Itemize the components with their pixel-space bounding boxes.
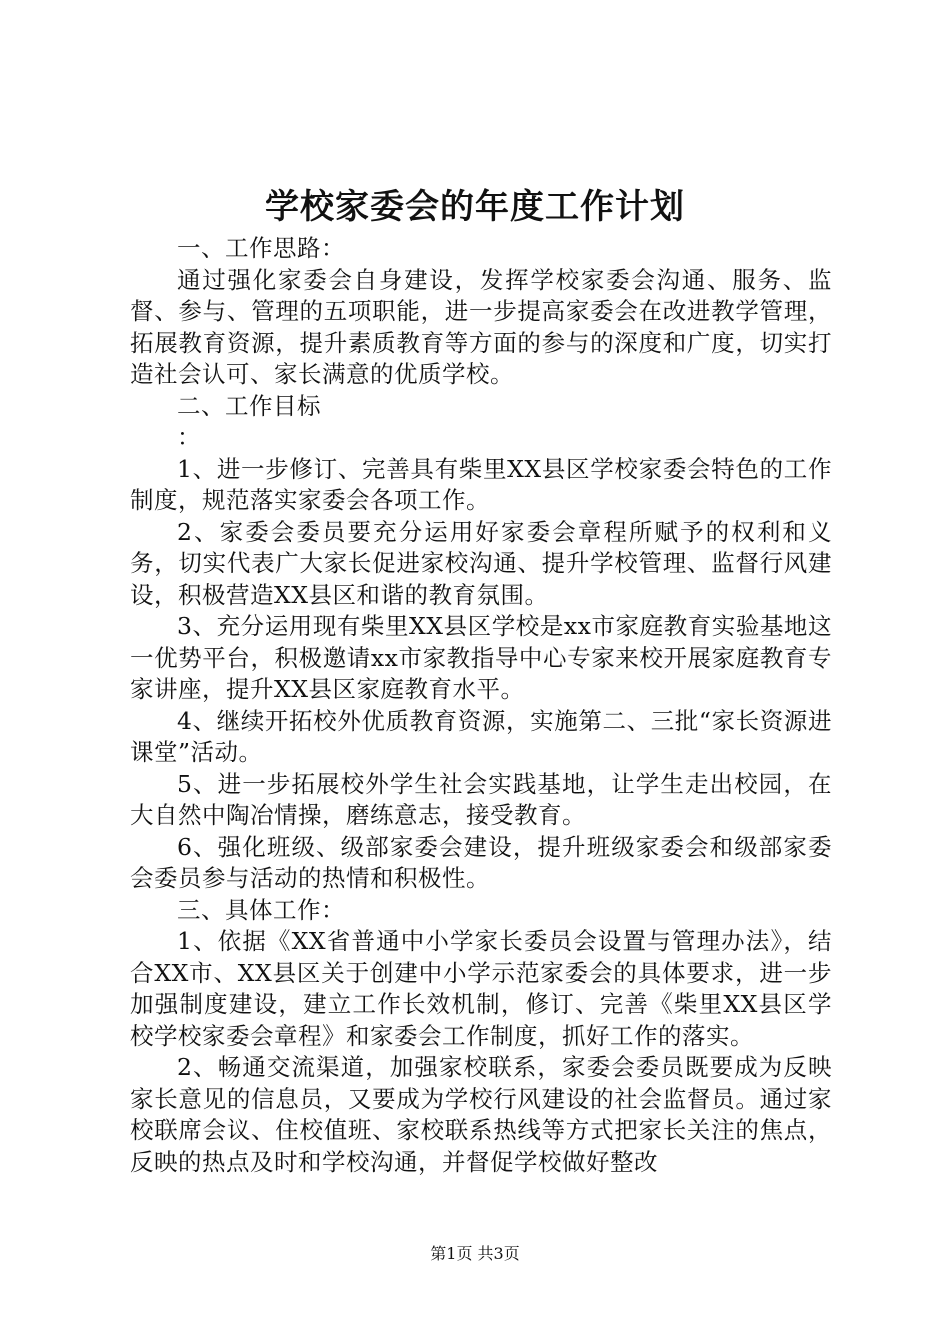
paragraph: 1、进一步修订、完善具有柴里XX县区学校家委会特色的工作制度，规范落实家委会各项工作。	[130, 454, 832, 514]
section-heading: 一、工作思路：	[177, 234, 345, 262]
document-title: 学校家委会的年度工作计划	[265, 187, 685, 227]
section-heading: 二、工作目标	[177, 391, 321, 420]
section-heading: 三、具体工作：	[177, 895, 345, 924]
paragraph: 3、充分运用现有柴里XX县区学校是xx市家庭教育实验基地这一优势平台，积极邀请xx市家教指导中心专家来校开展家庭教育专家讲座，提升XX县区家庭教育水平。	[130, 612, 832, 703]
colon-line: ：	[177, 423, 201, 451]
page-number-footer: 第1页 共3页	[430, 1244, 520, 1263]
paragraph: 2、家委会委员要充分运用好家委会章程所赋予的权利和义务，切实代表广大家长促进家校沟通、提升学校管理、监督行风建设，积极营造XX县区和谐的教育氛围。	[130, 517, 832, 609]
paragraph: 4、继续开拓校外优质教育资源，实施第二、三批“家长资源进课堂”活动。	[130, 706, 832, 766]
paragraph: 1、依据《XX省普通中小学家长委员会设置与管理办法》，结合XX市、XX县区关于创建中小学示范家委会的具体要求，进一步加强制度建设，建立工作长效机制，修订、完善《柴里XX县区学校学校家委会章程》和家委会工作制度，抓好工作的落实。	[130, 927, 832, 1050]
paragraph: 6、强化班级、级部家委会建设，提升班级家委会和级部家委会委员参与活动的热情和积极性。	[130, 832, 832, 892]
paragraph: 2、畅通交流渠道，加强家校联系，家委会委员既要成为反映家长意见的信息员，又要成为学校行风建设的社会监督员。通过家校联席会议、住校值班、家校联系热线等方式把家长关注的焦点，反映的热点及时和学校沟通，并督促学校做好整改	[130, 1053, 832, 1176]
paragraph: 5、进一步拓展校外学生社会实践基地，让学生走出校园，在大自然中陶冶情操，磨练意志，接受教育。	[130, 769, 832, 829]
document-body	[130, 233, 832, 1178]
paragraph: 通过强化家委会自身建设，发挥学校家委会沟通、服务、监督、参与、管理的五项职能，进一步提高家委会在改进教学管理，拓展教育资源，提升素质教育等方面的参与的深度和广度，切实打造社会认可、家长满意的优质学校。	[130, 265, 832, 388]
